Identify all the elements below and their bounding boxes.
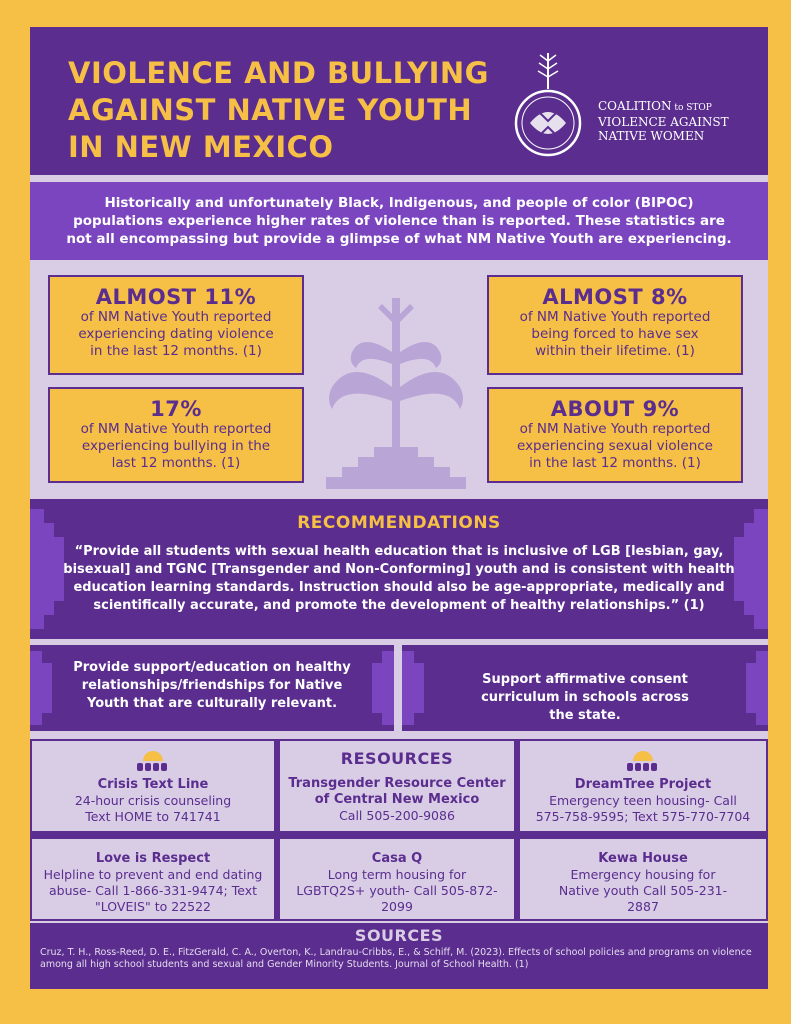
- logo-text: [598, 99, 729, 143]
- stat-value: 17%: [150, 397, 202, 421]
- stat-value: ALMOST 11%: [95, 285, 257, 309]
- logo-line: NATIVE WOMEN: [598, 129, 705, 143]
- resource-card: [518, 837, 768, 921]
- resource-card: [518, 739, 768, 833]
- page-title: [68, 55, 508, 166]
- header: [30, 27, 768, 175]
- stat-card: [48, 275, 304, 375]
- resources-title: RESOURCES: [340, 749, 454, 768]
- sources-title: SOURCES: [354, 926, 444, 945]
- stat-text: of NM Native Youth reported being forced to have sex within their lifetime. (1): [519, 309, 711, 359]
- resource-desc: 24-hour crisis counseling Text HOME to 741741: [74, 793, 232, 824]
- sunrise-icon: [135, 749, 171, 773]
- stat-text: of NM Native Youth reported experiencing dating violence in the last 12 months. (1): [78, 309, 274, 359]
- sunrise-icon: [625, 749, 661, 773]
- resource-card: [278, 837, 516, 921]
- recommendation-text: Provide support/education on healthy relationships/friendships for Native Youth that are culturally relevant.: [73, 660, 351, 711]
- recommendations-title: RECOMMENDATIONS: [297, 513, 501, 533]
- recommendation-text: Support affirmative consent curriculum in schools across the state.: [481, 672, 689, 723]
- stat-text: of NM Native Youth reported experiencing sexual violence in the last 12 months. (1): [517, 421, 713, 471]
- resource-name: Kewa House: [598, 851, 688, 866]
- recommendations-quote: “Provide all students with sexual health education that is inclusive of LGB [lesbian, gay, bisexual] and TGNC [Transgender and Non-Conforming] youth and is consistent with health education learning standards. Instruction should also be age-appropriate, medically and scientifically accurate, and promote the development of healthy relationships.” (1): [63, 544, 735, 613]
- resource-card: [30, 837, 276, 921]
- title-line: IN NEW MEXICO: [68, 130, 334, 164]
- corn-plant-icon: [313, 292, 479, 492]
- stat-card: [487, 387, 743, 483]
- sources-citation: Cruz, T. H., Ross-Reed, D. E., FitzGerald, C. A., Overton, K., Landrau-Cribbs, E., & Schiff, M. (2023). Effects of school policies and programs on violence among all high school students and sexual and Gender Minority Students. Journal of School Health. (1): [40, 947, 752, 970]
- stat-text: of NM Native Youth reported experiencing bullying in the last 12 months. (1): [80, 421, 272, 471]
- sources-section: [30, 923, 768, 989]
- resource-desc: Emergency housing for Native youth Call 505-231-2887: [558, 867, 728, 914]
- logo-line: COALITION: [598, 99, 672, 113]
- stat-value: ABOUT 9%: [550, 397, 680, 421]
- stat-card: [48, 387, 304, 483]
- resource-card: [278, 739, 516, 833]
- resource-name: Transgender Resource Center of Central New Mexico: [288, 776, 506, 807]
- resource-name: DreamTree Project: [574, 777, 712, 792]
- title-line: AGAINST NATIVE YOUTH: [68, 93, 473, 127]
- resource-name: Crisis Text Line: [97, 777, 209, 792]
- resource-desc: Emergency teen housing- Call 575-758-9595; Text 575-770-7704: [535, 793, 751, 824]
- logo-emblem-icon: [508, 51, 588, 161]
- stat-card: [487, 275, 743, 375]
- logo-line-small: to STOP: [671, 103, 712, 113]
- resource-desc: Helpline to prevent and end dating abuse- Call 1-866-331-9474; Text "LOVEIS" to 22522: [43, 867, 263, 914]
- logo-line: VIOLENCE AGAINST: [598, 115, 729, 129]
- stat-value: ALMOST 8%: [542, 285, 688, 309]
- title-line: VIOLENCE AND BULLYING: [68, 56, 489, 90]
- resource-card: [30, 739, 276, 833]
- intro-paragraph: Historically and unfortunately Black, Indigenous, and people of color (BIPOC) populations experience higher rates of violence than is reported. These statistics are not all encompassing but provide a glimpse of what NM Native Youth are experiencing.: [30, 182, 768, 260]
- recommendation-box: [30, 645, 394, 731]
- resource-name: Casa Q: [371, 851, 423, 866]
- resource-desc: Call 505-200-9086: [339, 808, 455, 823]
- resource-desc: Long term housing for LGBTQ2S+ youth- Call 505-872-2099: [296, 867, 498, 914]
- recommendation-box: [402, 645, 768, 731]
- infographic-frame: [30, 27, 768, 989]
- resource-name: Love is Respect: [95, 851, 211, 866]
- recommendations-section: [30, 499, 768, 639]
- coalition-logo: [508, 51, 758, 161]
